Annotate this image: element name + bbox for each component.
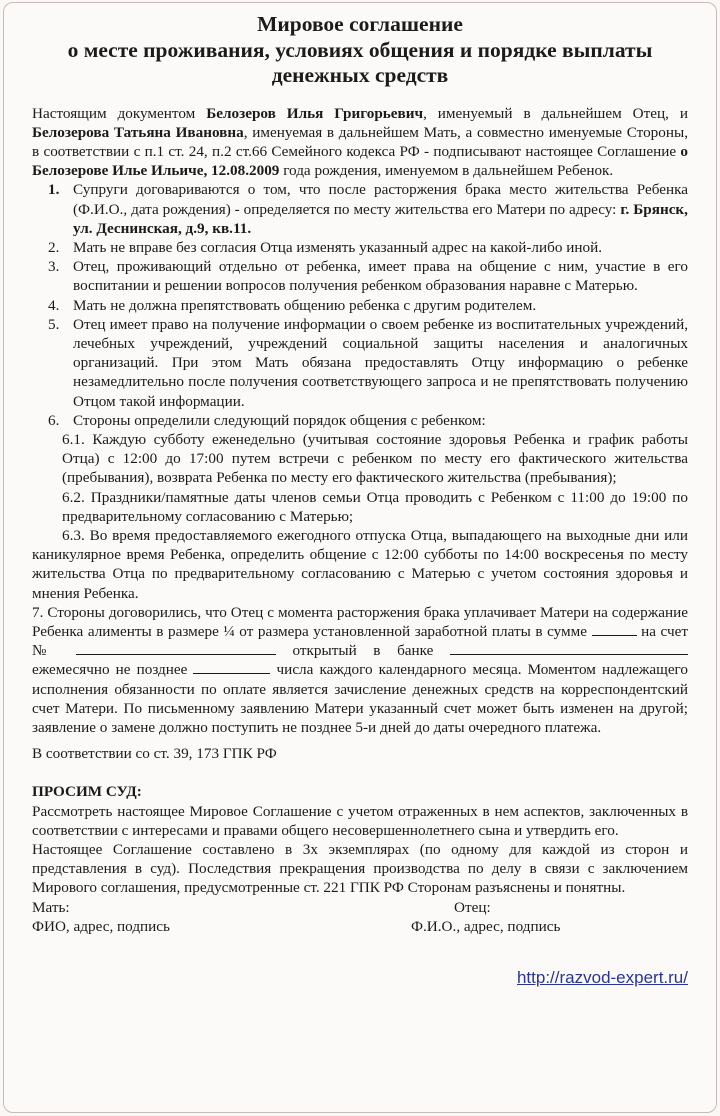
court-request-paragraph-2: Настоящее Соглашение составлено в 3х экземплярах (по одному для каждой из сторон и представления в суд). Последствия прекращения производства по делу в связи с заключением Мирового соглашения, предусмотренные ст. 221 ГПК РФ Сторонам разъяснены и понятны. — [32, 841, 688, 897]
legal-reference: В соответствии со ст. 39, 173 ГПК РФ — [32, 745, 277, 763]
bank-name-blank-field — [450, 641, 688, 655]
clause-5: 5. Отец имеет право на получение информации о своем ребенке из воспитательных учреждений, лечебных учреждений, учреждений социальной защиты населения и аналогичных организаций. При этом Мать обязана предоставлять Отцу информацию о ребенке незамедлительно после получения соответствующего запроса и не препятствовать получению Отцом такой информации. — [48, 315, 688, 410]
clause-2: 2. Мать не вправе без согласия Отца изменять указанный адрес на какой-либо иной. — [48, 238, 603, 256]
clause-3-number: 3. — [48, 258, 60, 276]
father-name: Белозеров Илья Григорьевич — [206, 104, 424, 122]
clause-2-number: 2. — [48, 238, 60, 256]
footer — [32, 968, 688, 987]
child-name-and-birthdate: о Белозерове Илье Ильиче, 12.08.2009 — [32, 142, 688, 180]
clause-4-number: 4. — [48, 296, 60, 314]
subclause-6-3: 6.3. Во время предоставляемого ежегодного отпуска Отца, выпадающего на выходные дни или каникулярное время Ребенка, определить общение с 12:00 субботы по 14:00 воскресенья по месту жительства Отца по предварительному согласованию с Матерью с учетом состояния здоровья и мнения Ребенка. — [32, 526, 688, 602]
father-signature-details: Ф.И.О., адрес, подпись — [411, 917, 561, 935]
document-body — [32, 104, 688, 988]
clause-5-number: 5. — [48, 315, 60, 333]
title-line-1: Мировое соглашение — [257, 12, 463, 36]
signature-labels-row — [32, 898, 688, 917]
court-request-paragraph-1: Рассмотреть настоящее Мировое Соглашение с учетом отраженных в нем аспектов, заключенных в соответствии с интересами и правами общего несовершеннолетнего сына и утвердить его. — [32, 802, 688, 839]
clause-6: 6. Стороны определили следующий порядок общения с ребенком: — [48, 411, 486, 429]
signature-details-row — [32, 917, 688, 936]
clause-6-number: 6. — [48, 411, 60, 429]
title-line-3: денежных средств — [271, 63, 449, 87]
site-link[interactable]: http://razvod-expert.ru/ — [516, 968, 688, 988]
title-line-2: о месте проживания, условиях общения и порядке выплаты — [67, 37, 653, 62]
day-of-month-blank-field — [193, 660, 270, 674]
sum-blank-field — [592, 622, 637, 636]
intro-paragraph: Настоящим документом Белозеров Илья Григорьевич, именуемый в дальнейшем Отец, и Белозерова Татьяна Ивановна, именуемая в дальнейшем Мать, а совместно именуемые Стороны, в соответствии с п.1 ст. 24, п.2 ст.66 Семейного кодекса РФ - подписывают настоящее Соглашение о Белозерове Илье Ильиче, 12.08.2009 года рождения, именуемом в дальнейшем Ребенок. — [32, 104, 689, 180]
clause-1-number: 1. — [48, 181, 60, 199]
document-sheet — [3, 2, 717, 1113]
father-signature-label: Отец: — [454, 898, 491, 916]
clause-3: 3. Отец, проживающий отдельно от ребенка, имеет права на общение с ним, участие в его воспитании и решении вопросов получения ребенком образования наравне с Матерью. — [48, 258, 688, 295]
clause-4: 4. Мать не должна препятствовать общению ребенка с другим родителем. — [48, 296, 537, 314]
mother-name: Белозерова Татьяна Ивановна — [32, 123, 244, 141]
subclause-6-2: 6.2. Праздники/памятные даты членов семьи Отца проводить с Ребенком с 11:00 до 19:00 по предварительному согласованию с Матерью; — [62, 488, 688, 525]
subclause-6-1: 6.1. Каждую субботу еженедельно (учитывая состояние здоровья Ребенка и график работы Отца) с 12:00 до 17:00 путем встречи с ребенком по месту его фактического жительства (пребывания), возврата Ребенка по месту его фактического жительства (пребывания); — [62, 430, 688, 487]
mother-signature-label: Мать: — [32, 898, 70, 916]
clause-1: 1. Супруги договариваются о том, что после расторжения брака место жительства Ребенка (Ф.И.О., дата рождения) - определяется по месту жительства его Матери по адресу: г. Брянск, ул. Деснинская, д.9, кв.11. — [48, 181, 688, 237]
court-request-heading: ПРОСИМ СУД: — [32, 783, 142, 801]
clause-7: 7. Стороны договорились, что Отец с момента расторжения брака уплачивает Матери на содержание Ребенка алименты в размере ¼ от размера установленной заработной платы в сумме на счет № открытый в банке ежемесячно не позднее числа каждого календарного месяца. Моментом надлежащего исполнения обязанности по оплате является зачисление денежных средств на корреспондентский счет Матери. По письменному заявлению Матери указанный счет может быть изменен на другой; заявление о замене должно поступить не позднее 5-и дней до даты очередного платежа. — [32, 603, 689, 736]
mother-address: г. Брянск, ул. Деснинская, д.9, кв.11. — [73, 200, 688, 237]
document-title — [32, 12, 688, 89]
mother-signature-details: ФИО, адрес, подпись — [32, 917, 170, 935]
account-number-blank-field — [76, 641, 276, 655]
